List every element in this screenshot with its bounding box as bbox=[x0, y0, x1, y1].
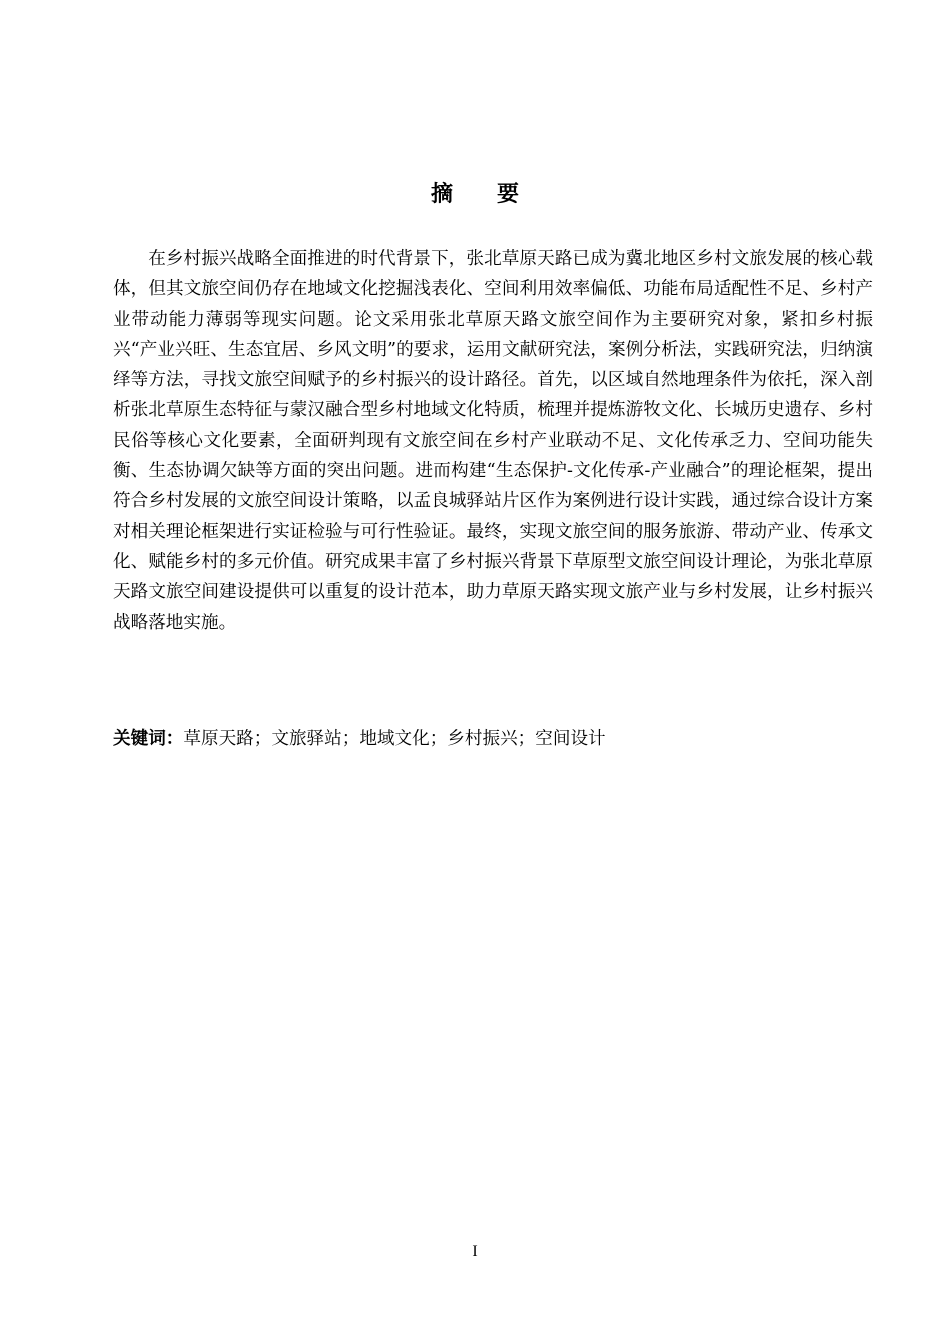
page-number: I bbox=[472, 1243, 478, 1260]
abstract-heading: 摘 要 bbox=[430, 182, 519, 207]
keywords-line bbox=[113, 724, 873, 754]
keywords-label: 关键词： bbox=[113, 729, 184, 749]
keywords-value: 草原天路；文旅驿站；地域文化；乡村振兴；空间设计 bbox=[183, 729, 606, 749]
abstract-body: 在乡村振兴战略全面推进的时代背景下，张北草原天路已成为冀北地区乡村文旅发展的核心载体，但其文旅空间仍存在地域文化挖掘浅表化、空间利用效率偏低、功能布局适配性不足、乡村产业带动能力薄弱等现实问题。论文采用张北草原天路文旅空间作为主要研究对象，紧扣乡村振兴“产业兴旺、生态宜居、乡风文明”的要求，运用文献研究法，案例分析法，实践研究法，归纳演绎等方法，寻找文旅空间赋予的乡村振兴的设计路径。首先，以区域自然地理条件为依托，深入剖析张北草原生态特征与蒙汉融合型乡村地域文化特质，梳理并提炼游牧文化、长城历史遗存、乡村民俗等核心文化要素，全面研判现有文旅空间在乡村产业联动不足、文化传承乏力、空间功能失衡、生态协调欠缺等方面的突出问题。进而构建“生态保护-文化传承-产业融合”的理论框架，提出符合乡村发展的文旅空间设计策略，以孟良城驿站片区作为案例进行设计实践，通过综合设计方案对相关理论框架进行实证检验与可行性验证。最终，实现文旅空间的服务旅游、带动产业、传承文化、赋能乡村的多元价值。研究成果丰富了乡村振兴背景下草原型文旅空间设计理论，为张北草原天路文旅空间建设提供可以重复的设计范本，助力草原天路实现文旅产业与乡村发展，让乡村振兴战略落地实施。 bbox=[113, 249, 873, 633]
